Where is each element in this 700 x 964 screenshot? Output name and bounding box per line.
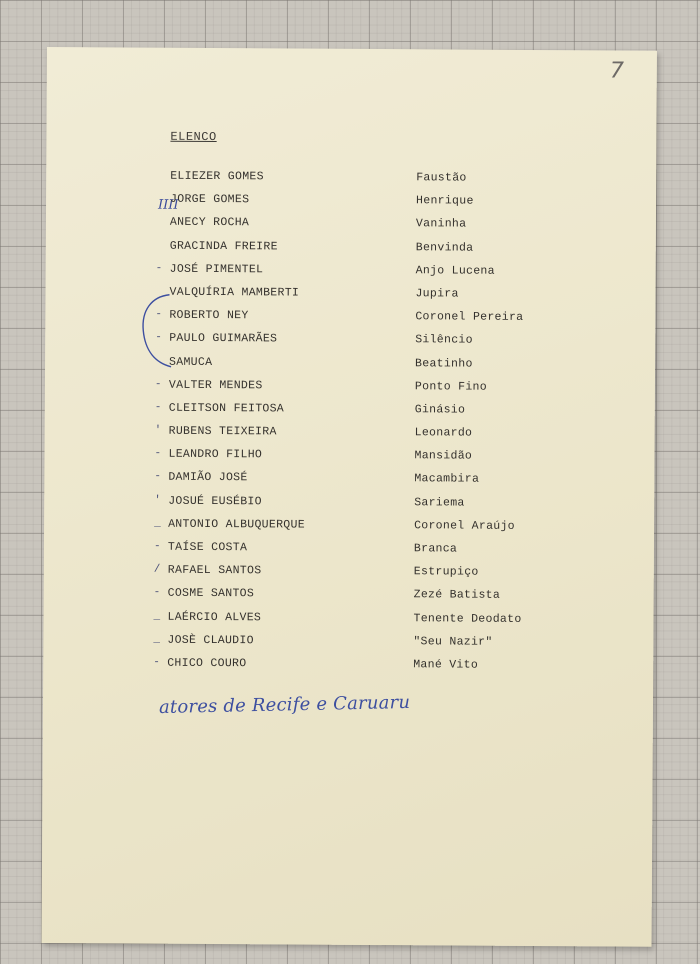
role-name: Mané Vito bbox=[413, 658, 479, 672]
pen-tick-mark: - bbox=[155, 262, 163, 275]
role-name: Coronel Araújo bbox=[414, 519, 515, 533]
cast-row bbox=[153, 633, 547, 659]
actor-name: PAULO GUIMARÃES bbox=[169, 332, 278, 346]
cast-row bbox=[154, 378, 549, 404]
actor-name: GRACINDA FREIRE bbox=[169, 239, 278, 253]
cast-row bbox=[155, 331, 549, 358]
actor-name: ROBERTO NEY bbox=[169, 308, 249, 323]
role-name: Ginásio bbox=[414, 403, 466, 417]
actor-name: TAÍSE COSTA bbox=[167, 540, 248, 555]
role-name: Henrique bbox=[416, 194, 474, 208]
actor-name: RUBENS TEIXEIRA bbox=[168, 424, 277, 439]
margin-mark: IIII bbox=[157, 197, 179, 213]
cast-row bbox=[153, 587, 548, 613]
pen-tick-mark: _ bbox=[153, 633, 161, 646]
role-name: Mansidão bbox=[414, 449, 473, 463]
cast-row bbox=[169, 355, 549, 381]
cast-heading: ELENCO bbox=[170, 129, 217, 145]
cast-row bbox=[153, 656, 547, 683]
pen-tick-mark: ' bbox=[154, 424, 162, 437]
cast-row bbox=[155, 262, 550, 289]
cast-row bbox=[154, 517, 548, 544]
actor-name: VALQUÍRIA MAMBERTI bbox=[169, 285, 300, 300]
actor-name: JORGE GOMES bbox=[170, 192, 250, 207]
actor-name: RAFAEL SANTOS bbox=[167, 563, 262, 578]
role-name: Estrupiço bbox=[413, 565, 479, 579]
pen-tick-mark: _ bbox=[153, 610, 161, 623]
role-name: Jupira bbox=[415, 287, 459, 301]
pen-tick-mark: _ bbox=[154, 517, 162, 530]
role-name: Faustão bbox=[416, 171, 467, 185]
page-number: 7 bbox=[609, 58, 624, 84]
pen-tick-mark: - bbox=[154, 471, 162, 484]
actor-name: ANECY ROCHA bbox=[169, 216, 250, 230]
cast-row bbox=[155, 308, 549, 335]
actor-name: VALTER MENDES bbox=[168, 378, 263, 393]
role-name: Silêncio bbox=[415, 333, 473, 347]
pen-tick-mark: - bbox=[155, 331, 163, 345]
role-name: Coronel Pereira bbox=[415, 310, 524, 325]
pen-tick-mark: - bbox=[154, 447, 162, 460]
actor-name: ELIEZER GOMES bbox=[170, 169, 264, 184]
actor-name: JOSÈ CLAUDIO bbox=[167, 633, 254, 648]
pen-tick-mark: - bbox=[153, 540, 161, 553]
role-name: Vaninha bbox=[415, 217, 467, 231]
role-name: Beatinho bbox=[415, 356, 473, 371]
cast-row bbox=[153, 610, 547, 636]
actor-name: CHICO COURO bbox=[167, 656, 247, 671]
pen-tick-mark: - bbox=[153, 587, 161, 600]
cast-row bbox=[170, 170, 550, 196]
cast-row bbox=[154, 494, 548, 520]
document-sheet bbox=[42, 47, 657, 947]
cast-row bbox=[154, 447, 548, 474]
cast-row bbox=[154, 471, 548, 497]
actor-name: CLEITSON FEITOSA bbox=[168, 401, 285, 416]
role-name: Zezé Batista bbox=[413, 588, 501, 603]
role-name: Tenente Deodato bbox=[413, 611, 522, 626]
role-name: "Seu Nazir" bbox=[413, 634, 493, 649]
cast-row bbox=[154, 424, 549, 451]
handwritten-note: atores de Recife e Caruaru bbox=[158, 691, 411, 718]
actor-name: COSME SANTOS bbox=[167, 587, 255, 601]
pen-tick-mark: - bbox=[154, 378, 162, 391]
role-name: Branca bbox=[413, 542, 458, 556]
actor-name: SAMUCA bbox=[169, 355, 213, 369]
cast-row bbox=[153, 563, 548, 590]
role-name: Sariema bbox=[414, 495, 465, 510]
pen-tick-mark: / bbox=[153, 563, 161, 576]
actor-name: DAMIÃO JOSÉ bbox=[168, 471, 248, 485]
pen-tick-mark: - bbox=[154, 401, 162, 414]
role-name: Macambira bbox=[414, 472, 480, 487]
role-name: Benvinda bbox=[415, 240, 474, 255]
actor-name: LEANDRO FILHO bbox=[168, 448, 263, 462]
pen-tick-mark: - bbox=[153, 656, 161, 669]
actor-name: JOSUÉ EUSÉBIO bbox=[168, 494, 262, 508]
pen-tick-mark: - bbox=[155, 308, 163, 321]
cast-row bbox=[169, 286, 549, 312]
pen-tick-mark: ' bbox=[154, 494, 162, 507]
cast-row bbox=[154, 401, 549, 428]
cast-list bbox=[153, 169, 550, 682]
actor-name: LAÉRCIO ALVES bbox=[167, 610, 262, 624]
actor-name: ANTONIO ALBUQUERQUE bbox=[168, 517, 305, 532]
cast-row bbox=[170, 193, 550, 219]
role-name: Anjo Lucena bbox=[415, 264, 495, 278]
role-name: Ponto Fino bbox=[414, 379, 487, 394]
cast-row bbox=[153, 540, 548, 567]
actor-name: JOSÉ PIMENTEL bbox=[169, 262, 264, 277]
cast-row bbox=[170, 216, 550, 242]
cast-row bbox=[170, 239, 550, 265]
role-name: Leonardo bbox=[414, 426, 473, 440]
